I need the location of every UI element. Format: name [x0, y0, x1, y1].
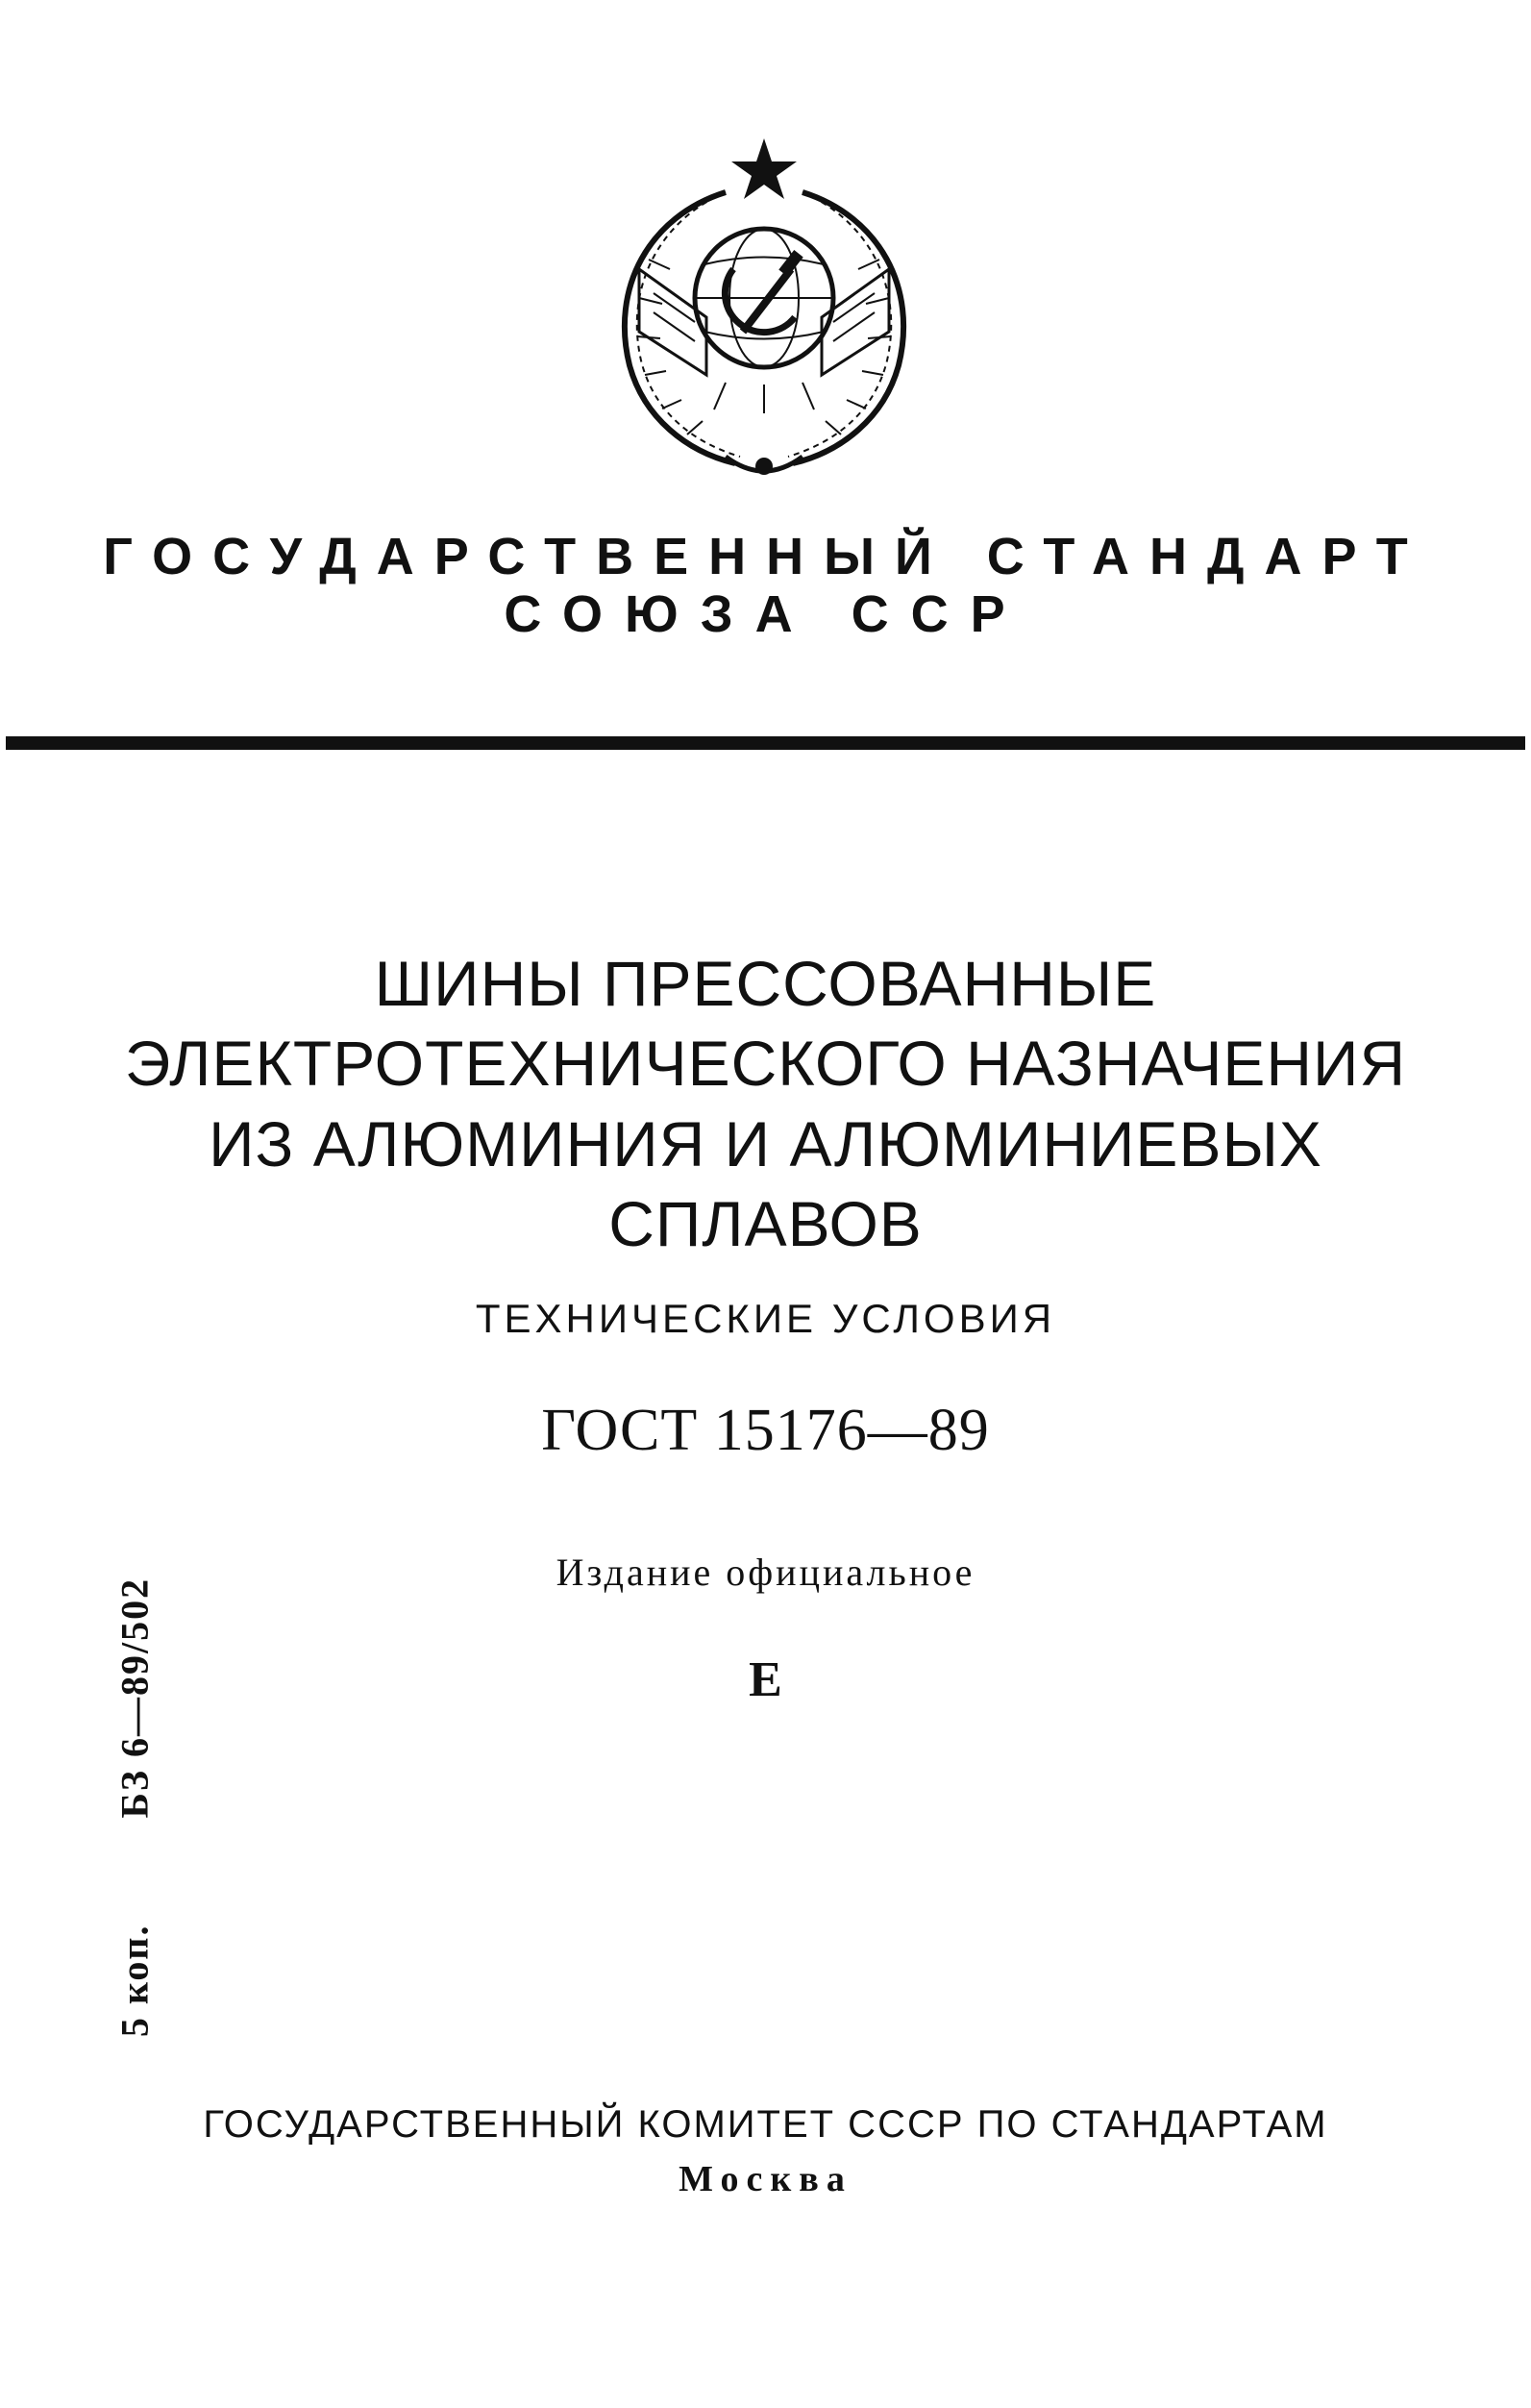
edition-label: Издание официальное [556, 1551, 975, 1594]
price-label: 5 коп. [112, 1924, 157, 2038]
document-title-line-1: ШИНЫ ПРЕССОВАННЫЕ [374, 948, 1157, 1019]
side-margin-text [96, 1557, 173, 2057]
document-title-line-2: ЭЛЕКТРОТЕХНИЧЕСКОГО НАЗНАЧЕНИЯ [124, 1028, 1407, 1099]
document-title-line-4: СПЛАВОВ [608, 1188, 923, 1259]
ussr-coat-of-arms-icon [581, 125, 947, 490]
catalog-code: БЗ 6—89/502 [112, 1576, 157, 1819]
header-ussr: СОЮЗА ССР [504, 585, 1027, 643]
publisher-name: ГОСУДАРСТВЕННЫЙ КОМИТЕТ СССР ПО СТАНДАРТАМ [203, 2103, 1328, 2146]
header-state-standard: ГОСУДАРСТВЕННЫЙ СТАНДАРТ [103, 528, 1428, 585]
document-subtitle: ТЕХНИЧЕСКИЕ УСЛОВИЯ [475, 1296, 1056, 1341]
publisher-city: Москва [679, 2159, 852, 2199]
edition-letter: Е [749, 1652, 782, 1707]
document-title-line-3: ИЗ АЛЮМИНИЯ И АЛЮМИНИЕВЫХ [209, 1108, 1322, 1179]
gost-number: ГОСТ 15176—89 [541, 1398, 990, 1463]
horizontal-divider [6, 736, 1525, 750]
